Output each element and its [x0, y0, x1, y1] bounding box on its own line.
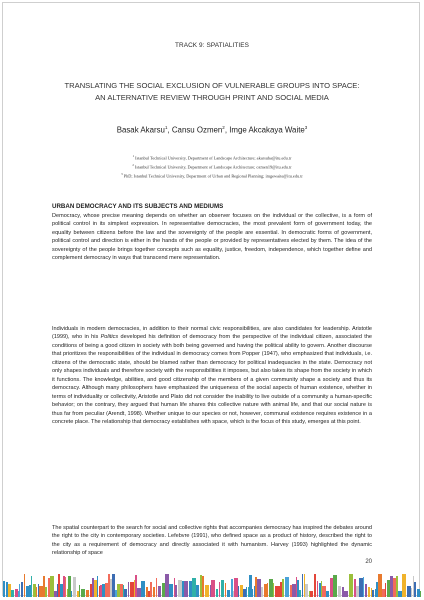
footer-stripe	[8, 584, 11, 597]
footer-stripe	[97, 576, 98, 597]
footer-stripe	[135, 575, 137, 597]
footer-stripe	[31, 576, 32, 597]
footer-stripe	[254, 586, 255, 597]
footer-stripe	[326, 591, 329, 597]
footer-stripe	[43, 576, 45, 597]
footer-stripe	[359, 578, 363, 597]
footer-stripe	[205, 585, 209, 597]
footer-stripe	[124, 589, 127, 597]
footer-stripe	[344, 591, 348, 597]
footer-stripe	[385, 583, 386, 597]
footer-stripe	[371, 588, 372, 597]
footer-stripe	[134, 580, 135, 597]
footer-stripe	[29, 585, 31, 597]
footer-stripe	[162, 583, 165, 597]
footer-stripe	[110, 579, 112, 597]
affiliation-line	[0, 162, 424, 171]
footer-stripe	[38, 584, 39, 597]
footer-stripe	[102, 584, 105, 597]
footer-stripe	[376, 582, 378, 597]
footer-stripe	[231, 579, 233, 597]
author-list	[0, 125, 424, 135]
footer-stripe	[365, 584, 367, 597]
footer-stripe	[15, 589, 18, 597]
footer-stripe	[189, 581, 192, 597]
footer-stripe	[280, 582, 282, 597]
footer-stripe	[48, 578, 50, 597]
footer-stripe	[225, 583, 226, 597]
track-label: TRACK 9: SPATIALITIES	[175, 42, 249, 49]
title-line-2: AN ALTERNATIVE REVIEW THROUGH PRINT AND SOCIAL MEDIA	[95, 93, 329, 102]
footer-stripe	[296, 577, 297, 597]
footer-stripe	[317, 581, 318, 597]
footer-stripe	[382, 589, 385, 597]
footer-stripe	[196, 585, 199, 597]
footer-stripe	[202, 576, 204, 597]
footer-stripe	[305, 584, 308, 597]
footer-stripe	[277, 586, 280, 597]
footer-stripe	[292, 584, 296, 597]
affiliations	[0, 153, 424, 180]
author-name: Imge Akcakaya Waite	[229, 125, 305, 135]
footer-stripe	[398, 591, 402, 597]
footer-stripe	[249, 575, 252, 597]
footer-stripe	[6, 582, 8, 597]
footer-stripe	[219, 582, 220, 597]
footer-stripe	[148, 591, 150, 597]
footer-stripe	[174, 578, 175, 597]
footer-stripe	[11, 590, 14, 597]
footer-stripe	[211, 580, 215, 597]
footer-stripe	[221, 580, 224, 597]
footer-stripe	[210, 585, 211, 597]
footer-stripe	[63, 576, 65, 597]
footer-stripe	[58, 574, 60, 597]
footer-stripe	[333, 575, 337, 597]
footer-stripe	[310, 591, 313, 597]
footer-stripe	[402, 574, 406, 597]
affiliation-line	[0, 171, 424, 180]
footer-stripe	[407, 586, 411, 597]
footer-stripe	[33, 584, 36, 597]
footer-stripe	[269, 579, 273, 597]
footer-stripe	[240, 585, 243, 597]
footer-stripe	[349, 574, 353, 597]
footer-stripe	[393, 578, 396, 597]
footer-stripe	[264, 584, 267, 597]
paper-title	[40, 80, 384, 104]
footer-stripe	[243, 589, 246, 597]
footer-stripe	[153, 587, 155, 597]
affiliation-sup: 3	[121, 172, 123, 177]
footer-stripe	[248, 587, 249, 597]
footer-stripe	[86, 590, 89, 597]
author-separator: ,	[167, 125, 172, 135]
footer-stripe	[396, 576, 398, 597]
footer-stripe	[108, 574, 110, 597]
footer-stripe	[120, 584, 123, 597]
footer-stripe	[3, 581, 5, 597]
footer-stripe	[297, 580, 299, 597]
affiliation-sup: 2	[132, 163, 134, 168]
footer-stripe	[319, 583, 321, 597]
affiliation-text: Istanbul Technical University, Department of Landscape Architecture; ozmen19@itu.edu.tr	[134, 164, 292, 170]
footer-stripe	[65, 577, 66, 597]
footer-stripe	[60, 584, 63, 597]
footer-stripe	[81, 589, 85, 597]
italic-book-title: Politics	[100, 334, 119, 341]
footer-stripe	[285, 577, 289, 597]
footer-stripe	[178, 580, 182, 597]
footer-stripe	[363, 577, 364, 597]
footer-stripe	[322, 586, 326, 597]
footer-stripe	[99, 586, 100, 597]
footer-stripe	[26, 586, 29, 597]
footer-stripe	[321, 581, 322, 597]
footer-stripe	[413, 576, 414, 597]
footer-stripe	[304, 574, 305, 597]
footer-stripe	[36, 587, 37, 597]
page-number: 20	[365, 559, 372, 565]
footer-stripe	[255, 577, 257, 597]
affiliation-sup: 1	[132, 154, 135, 158]
footer-stripe	[92, 578, 94, 597]
footer-stripe	[130, 582, 134, 597]
footer-stripe	[137, 588, 141, 597]
footer-stripe	[105, 583, 108, 597]
footer-stripe	[128, 582, 129, 597]
footer-stripe	[146, 587, 148, 597]
footer-stripe	[184, 581, 188, 597]
footer-stripe	[67, 589, 68, 597]
footer-stripe	[273, 583, 274, 597]
footer-stripe	[216, 589, 218, 597]
affiliation-line	[0, 153, 424, 162]
title-line-1: TRANSLATING THE SOCIAL EXCLUSION OF VULNERABLE GROUPS INTO SPACE:	[64, 81, 360, 90]
footer-stripe	[414, 582, 416, 597]
footer-stripe	[175, 585, 177, 597]
footer-stripe	[314, 574, 316, 597]
footer-stripe	[192, 578, 196, 597]
footer-stripe	[342, 587, 344, 597]
footer-stripe	[387, 580, 390, 597]
footer-stripe	[368, 587, 370, 597]
footer-stripe	[94, 580, 97, 597]
footer-stripe	[238, 586, 239, 597]
footer-stripe	[150, 582, 152, 597]
footer-stripe	[227, 590, 230, 597]
footer-stripe	[375, 589, 376, 597]
author-name: Basak Akarsu	[116, 125, 165, 135]
footer-stripe	[378, 574, 382, 597]
footer-stripe	[18, 591, 19, 597]
paragraph-text: Individuals in modern democracies, in addition to their normal civic responsibilities, are also candidates for leadership. Aristotle (1999), who in his	[52, 326, 372, 341]
footer-stripe	[200, 575, 202, 597]
footer-stripe	[21, 582, 23, 597]
footer-stripe	[112, 574, 115, 597]
footer-stripe	[77, 591, 79, 597]
footer-stripe	[354, 579, 356, 597]
footer-stripe	[169, 584, 173, 597]
footer-stripe	[234, 578, 238, 597]
footer-stripe	[117, 584, 120, 597]
footer-stripe	[123, 585, 124, 597]
footer-stripe	[261, 587, 263, 597]
footer-stripe	[299, 590, 301, 597]
footer-stripe	[71, 591, 72, 597]
footer-stripe	[165, 574, 169, 597]
author-sup: 2	[222, 125, 225, 130]
footer-stripe	[309, 591, 310, 597]
affiliation-text: PhD; Istanbul Technical University, Department of Urban and Regional Planning; imgewaite@itu.edu.tr	[123, 173, 303, 179]
footer-stripe	[182, 581, 184, 597]
footer-stripe	[290, 585, 292, 597]
footer-stripe	[267, 583, 268, 597]
footer-stripe	[390, 576, 393, 597]
footer-decoration	[3, 573, 421, 597]
body-paragraph: Democracy, whose precise meaning depends on whether an observer focuses on the individual or the collective, is a form of political control in its simplest expression. In representative democracies, the most prevalent form of government today, the equality between citizens before the law and the sovereignty of the people are essential. In democratic forms of government, political control and direction is either in the hands of the people or provided by representatives elected by them. The idea of the sovereignty of the people brings together concepts such as equality, justice, freedom, independence, which together define and complement democracy in ways that transcend mere representation.	[52, 213, 372, 262]
footer-stripe	[39, 586, 43, 597]
body-paragraph: The spatial counterpart to the search for social and collective rights that accompanies democracy has inspired the debates around the right to the city in contemporary societies. Lefebvre (1991), who defined space as a product of history, described the right to the city as a requirement of democracy and directly associated it with humanism. Harvey (1993) highlighted the dynamic relationship of space	[52, 525, 372, 557]
footer-stripe	[420, 591, 421, 597]
paragraph-text: developed his definition of democracy from the perspective of the individual citizen, associated the conditions of being a good citizen in society with both being governed and having the political ability to govern. Another discourse that prioritizes the responsibilities of the individual in democracy comes from Popper (1947), who emphasized that individuals, i.e. citizens of the democratic state, should be blamed rather than democracy for political inadequacies in the state. Democracy not only shapes individuals and therefore society with the responsibilities it imposes, but also takes its shape from the society in which it functions. The knowledge, abilities, and good citizenship of the members of a given community shape a society and thus its democracy. Although many philosophers have emphasized the uniqueness of the social aspects of human existence, whether in terms of individuality or collectivity, Aristotle and Plato did not consider the inability to live outside of a community a human-specific behavior; on the contrary, they argued that human life shares this collective nature with animal life, and that our social nature is thus far from peculiar (Arendt, 1998). Whether unique to our species or not, however, communal existence requires existence in a concrete place. The relationship that democracy establishes with space, which is the focus of this study, emerges at this point.	[52, 334, 372, 425]
footer-stripe	[275, 586, 277, 597]
footer-stripe	[57, 584, 58, 597]
footer-stripe	[338, 586, 341, 597]
footer-stripe	[252, 589, 253, 597]
footer-stripe	[100, 585, 102, 597]
footer-stripe	[411, 588, 412, 597]
footer-stripe	[141, 581, 145, 597]
footer-stripe	[257, 579, 261, 597]
footer-stripe	[115, 590, 117, 597]
author-separator: ,	[224, 125, 230, 135]
footer-stripe	[90, 584, 92, 597]
footer-stripe	[24, 574, 25, 597]
footer-stripe	[54, 591, 57, 597]
footer-stripe	[45, 587, 47, 597]
footer-stripe	[156, 578, 157, 597]
section-heading: URBAN DEMOCRACY AND ITS SUBJECTS AND MEDIUMS	[52, 203, 224, 210]
footer-stripe	[158, 586, 161, 597]
footer-stripe	[417, 589, 420, 597]
footer-stripe	[356, 586, 359, 597]
author-sup: 3	[304, 125, 308, 130]
footer-stripe	[282, 579, 284, 597]
author-name: Cansu Ozmen	[171, 125, 223, 135]
body-paragraph	[52, 325, 372, 426]
author-sup: 1	[164, 125, 168, 130]
footer-stripe	[73, 577, 76, 597]
footer-stripe	[19, 584, 20, 597]
footer-stripe	[372, 590, 374, 597]
footer-stripe	[302, 574, 303, 597]
footer-stripe	[246, 587, 247, 597]
affiliation-text: Istanbul Technical University, Department of Landscape Architecture; akarsuba@itu.edu.tr	[135, 155, 292, 161]
footer-stripe	[68, 576, 71, 597]
footer-stripe	[50, 576, 54, 597]
footer-stripe	[79, 585, 80, 597]
footer-stripe	[330, 578, 333, 597]
footer-stripe	[233, 591, 234, 597]
